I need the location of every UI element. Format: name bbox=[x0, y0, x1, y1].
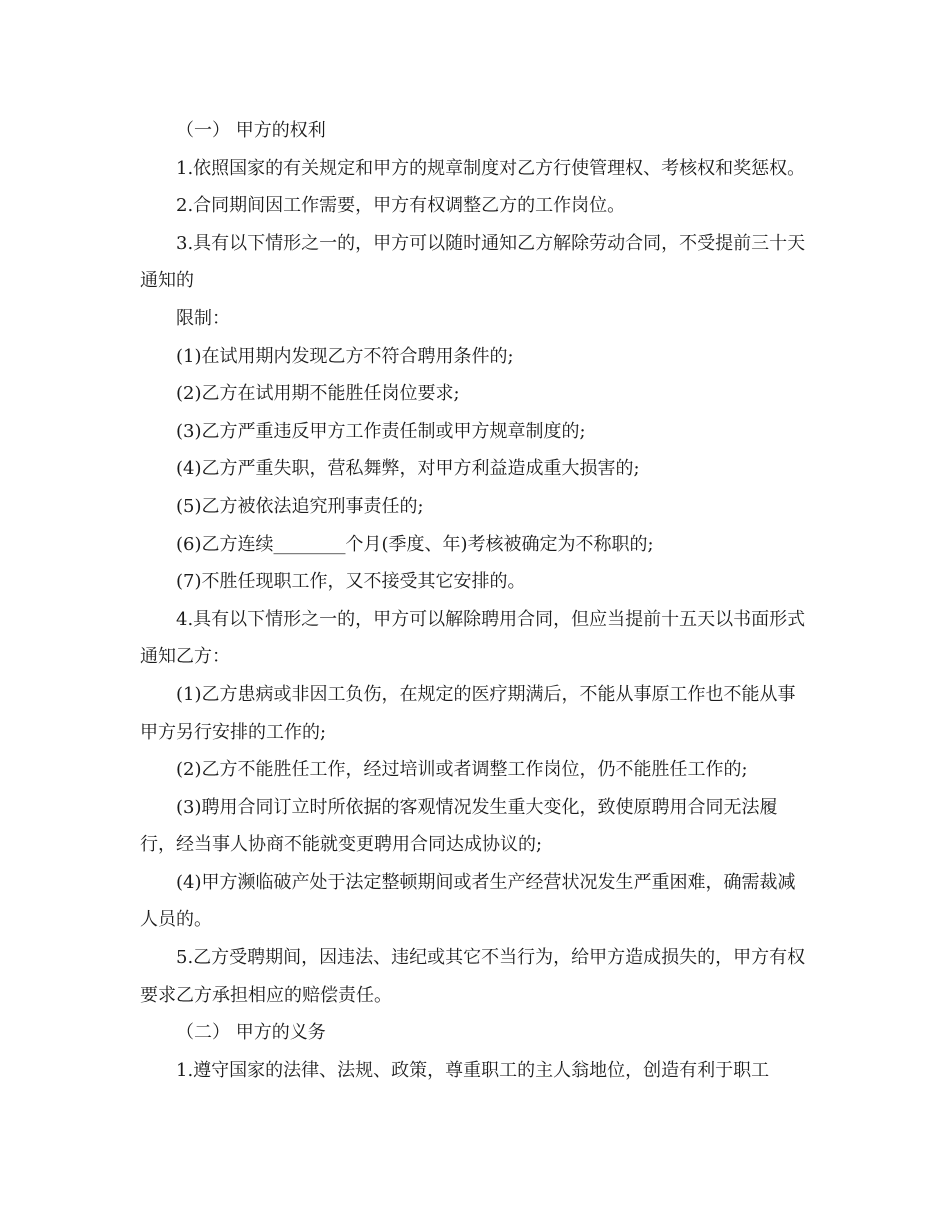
list-item: (7)不胜任现职工作，又不接受其它安排的。 bbox=[176, 571, 526, 593]
section-heading-obligations: （二） 甲方的义务 bbox=[176, 1022, 326, 1044]
document-body bbox=[140, 112, 810, 1089]
section-heading-rights: （一） 甲方的权利 bbox=[176, 120, 326, 141]
list-item: (1)在试用期内发现乙方不符合聘用条件的; bbox=[176, 345, 514, 367]
paragraph: 3.具有以下情形之一的，甲方可以随时通知乙方解除劳动合同，不受提前三十天通知的 bbox=[140, 232, 806, 292]
list-item: (1)乙方患病或非因工负伤，在规定的医疗期满后，不能从事原工作也不能从事甲方另行安排的工作的; bbox=[140, 683, 796, 743]
list-item: (6)乙方连续________个月(季度、年)考核被确定为不称职的; bbox=[176, 533, 654, 555]
list-item: (4)甲方濒临破产处于法定整顿期间或者生产经营状况发生严重困难，确需裁减人员的。 bbox=[140, 871, 796, 931]
paragraph: 1.依照国家的有关规定和甲方的规章制度对乙方行使管理权、考核权和奖惩权。 bbox=[176, 157, 806, 179]
list-item: (5)乙方被依法追究刑事责任的; bbox=[176, 495, 424, 517]
paragraph: 5.乙方受聘期间，因违法、违纪或其它不当行为，给甲方造成损失的，甲方有权要求乙方承担相应的赔偿责任。 bbox=[140, 947, 806, 1006]
list-item: (4)乙方严重失职，营私舞弊，对甲方利益造成重大损害的; bbox=[176, 458, 640, 480]
paragraph: 4.具有以下情形之一的，甲方可以解除聘用合同，但应当提前十五天以书面形式通知乙方： bbox=[140, 608, 806, 668]
list-item: (3)乙方严重违反甲方工作责任制或甲方规章制度的; bbox=[176, 420, 586, 442]
paragraph: 限制： bbox=[176, 307, 230, 329]
list-item: (2)乙方不能胜任工作，经过培训或者调整工作岗位，仍不能胜任工作的; bbox=[176, 759, 748, 781]
paragraph: 1.遵守国家的法律、法规、政策，尊重职工的主人翁地位，创造有利于职工 bbox=[176, 1059, 770, 1081]
list-item: (3)聘用合同订立时所依据的客观情况发生重大变化，致使原聘用合同无法履行，经当事人协商不能就变更聘用合同达成协议的; bbox=[140, 796, 778, 856]
list-item: (2)乙方在试用期不能胜任岗位要求; bbox=[176, 383, 460, 405]
paragraph: 2.合同期间因工作需要，甲方有权调整乙方的工作岗位。 bbox=[176, 195, 626, 217]
